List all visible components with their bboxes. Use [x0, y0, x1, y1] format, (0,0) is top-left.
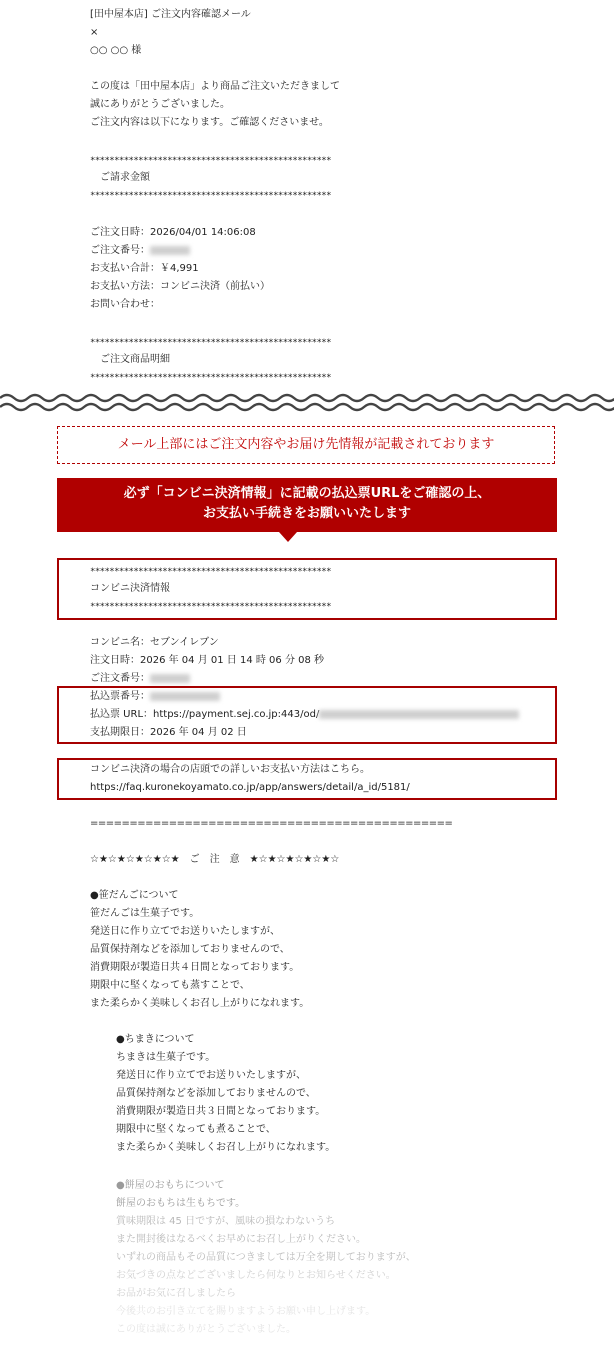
stars-divider: **************************************************	[90, 338, 331, 348]
omochi-line: この度は誠にありがとうございました。	[116, 1324, 296, 1335]
omochi-title: ●餅屋のおもちについて	[116, 1180, 225, 1191]
order-number-label: ご注文番号：	[90, 245, 150, 256]
redacted-value	[150, 674, 190, 683]
sasa-line: また柔らかく美味しくお召し上がりになれます。	[90, 998, 310, 1009]
close-icon[interactable]: ×	[90, 27, 99, 38]
slip-url-label[interactable]: 払込票 URL：https://payment.sej.co.jp:443/od/	[90, 709, 320, 720]
stars-divider: **************************************************	[90, 373, 331, 383]
banner-line: お支払い手続きをお願いいたします	[202, 506, 411, 521]
order-number	[90, 672, 190, 686]
omochi-line: また開封後はなるべくお早めにお召し上がりください。	[116, 1234, 366, 1245]
payment-method: お支払い方法：コンビニ決済（前払い）	[90, 281, 270, 292]
stars-divider: **************************************************	[90, 191, 331, 201]
chimaki-line: 発送日に作り立てでお送りいたしますが、	[116, 1070, 306, 1081]
omochi-line: 今後共のお引き立てを賜りますようお願い申し上げます。	[116, 1306, 376, 1317]
omochi-line: いずれの商品もその品質につきましては万全を期しておりますが、	[116, 1252, 416, 1263]
instruction-banner	[57, 478, 557, 532]
caution-heading: ☆★☆★☆★☆★☆★ ご 注 意 ★☆★☆★☆★☆★☆	[90, 854, 340, 865]
slip-url[interactable]	[90, 708, 519, 722]
equals-divider: ==============================================	[90, 818, 453, 829]
omochi-line: 賞味期限は 45 日ですが、風味の損なわないうち	[116, 1216, 336, 1227]
greeting: ○○ ○○ 様	[90, 45, 142, 56]
sasa-title: ●笹だんごについて	[90, 890, 179, 901]
convenience-heading: コンビニ決済情報	[90, 583, 170, 594]
redacted-value	[319, 710, 519, 719]
banner-line: 必ず「コンビニ決済情報」に記載の払込票URLをご確認の上、	[123, 486, 491, 501]
payment-total: お支払い合計：￥4,991	[90, 263, 199, 274]
sasa-line: 品質保持剤などを添加しておりませんので、	[90, 944, 290, 955]
omochi-line: 餅屋のおもちは生もちです。	[116, 1198, 246, 1209]
guide-text: コンビニ決済の場合の店頭での詳しいお支払い方法はこちら。	[90, 764, 370, 775]
sasa-line: 発送日に作り立てでお送りいたしますが、	[90, 926, 280, 937]
store-name: コンビニ名：セブンイレブン	[90, 637, 219, 648]
stars-divider: **************************************************	[90, 602, 331, 612]
billing-heading: ご請求金額	[100, 172, 150, 183]
stars-divider: **************************************************	[90, 156, 331, 166]
email-subject: [田中屋本店] ご注文内容確認メール	[90, 9, 251, 20]
banner-pointer	[279, 532, 297, 542]
slip-number-label: 払込票番号：	[90, 691, 150, 702]
chimaki-title: ●ちまきについて	[116, 1034, 195, 1045]
sasa-line: 期限中に堅くなっても蒸すことで、	[90, 980, 250, 991]
chimaki-line: ちまきは生菓子です。	[116, 1052, 216, 1063]
omochi-line: お気づきの点などございましたら何なりとお知らせください。	[116, 1270, 396, 1281]
order-number	[90, 244, 190, 258]
intro-line: 誠にありがとうございました。	[90, 99, 230, 110]
chimaki-line: 期限中に堅くなっても煮ることで、	[116, 1124, 276, 1135]
due-date: 支払期限日：2026 年 04 月 02 日	[90, 727, 247, 738]
order-number-label: ご注文番号：	[90, 673, 150, 684]
guide-url-link[interactable]: https://faq.kuronekoyamato.co.jp/app/answers/detail/a_id/5181/	[90, 782, 410, 793]
sasa-line: 消費期限が製造日共４日間となっております。	[90, 962, 300, 973]
items-heading: ご注文商品明細	[100, 354, 170, 365]
chimaki-line: 消費期限が製造日共３日間となっております。	[116, 1106, 326, 1117]
intro-line: ご注文内容は以下になります。ご確認くださいませ。	[90, 117, 329, 128]
chimaki-line: 品質保持剤などを添加しておりませんので、	[116, 1088, 316, 1099]
wavy-separator	[0, 390, 614, 416]
slip-number	[90, 690, 220, 704]
top-note: メール上部にはご注文内容やお届け先情報が記載されております	[57, 426, 555, 464]
chimaki-line: また柔らかく美味しくお召し上がりになれます。	[116, 1142, 336, 1153]
redacted-value	[150, 246, 190, 255]
omochi-line: お品がお気に召しましたら	[116, 1288, 236, 1299]
stars-divider: **************************************************	[90, 567, 331, 577]
order-datetime: 注文日時：2026 年 04 月 01 日 14 時 06 分 08 秒	[90, 655, 325, 666]
sasa-line: 笹だんごは生菓子です。	[90, 908, 200, 919]
redacted-value	[150, 692, 220, 701]
intro-line: この度は「田中屋本店」より商品ご注文いただきまして	[90, 81, 340, 92]
order-datetime: ご注文日時：2026/04/01 14:06:08	[90, 227, 256, 238]
inquiry: お問い合わせ：	[90, 299, 160, 310]
